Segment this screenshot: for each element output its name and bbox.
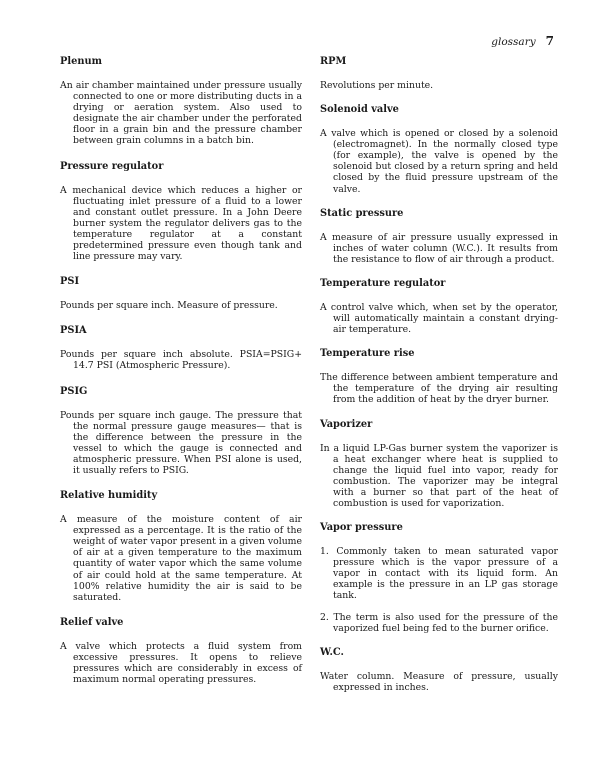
entry-term: Pressure regulator [60,160,164,172]
entry-definition: A valve which is opened or closed by a solenoid (electromagnet). In the normally closed type (for example), the valve is opened by the solenoid but closed by a return spring and held closed by the fluid pressure upstream of the valve. [320,128,558,195]
glossary-entry [320,419,558,510]
entry-list-item: 1. Commonly taken to mean saturated vapor pressure which is the vapor pressure of a vapor in contact with its liquid form. An example is the pressure in an LP gas storage tank. [320,546,558,602]
glossary-entry [60,386,302,477]
glossary-entry [60,56,302,147]
entry-term: Solenoid valve [320,104,399,116]
entry-term: RPM [320,56,347,67]
page-number: 7 [545,34,554,48]
glossary-entry [320,348,558,405]
glossary-entry [60,325,302,371]
page-header [491,34,554,48]
entry-term: Plenum [60,56,102,67]
glossary-entry [320,522,558,634]
glossary-entry [320,104,558,195]
glossary-entry [60,161,302,263]
entry-term: Relief valve [60,616,124,628]
glossary-entry [60,490,302,603]
right-column [320,56,558,693]
entry-term: PSI [60,276,80,288]
glossary-entry [60,276,302,311]
left-column [60,56,302,685]
entry-definition: A measure of air pressure usually expressed in inches of water column (W.C.). It results from the resistance to flow of air through a product. [320,231,558,265]
entry-definition: A mechanical device which reduces a higher or fluctuating inlet pressure of a fluid to a lower and constant outlet pressure. In a John Deere burner system the regulator delivers gas to the temperature regulator at a constant predetermined pressure even though tank and line pressure may vary. [60,184,302,263]
entry-definition: Water column. Measure of pressure, usually expressed in inches. [320,670,558,693]
entry-term: PSIG [60,385,88,397]
glossary-entry [60,617,302,685]
glossary-entry [320,647,558,693]
glossary-entry [320,208,558,265]
entry-list-item: 2. The term is also used for the pressure of the vaporized fuel being fed to the burner orifice. [320,611,558,634]
entry-definition: Pounds per square inch gauge. The pressure that the normal pressure gauge measures— that is the difference between the pressure in the vessel to which the gauge is connected and atmospheric pressure. When PSI alone is used, it usually refers to PSIG. [60,409,302,476]
entry-definition: In a liquid LP-Gas burner system the vaporizer is a heat exchanger where heat is supplied to change the liquid fuel into vapor, ready for combustion. The vaporizer may be integral with a burner so that part of the heat of combustion is used for vaporization. [320,442,558,509]
glossary-entry [320,278,558,335]
entry-term: W.C. [320,646,344,658]
entry-definition: Pounds per square inch. Measure of pressure. [60,300,278,312]
entry-definition: A measure of the moisture content of air expressed as a percentage. It is the ratio of the weight of water vapor present in a given volume of air at a given temperature to the maximum quantity of water vapor which the same volume of air could hold at the same temperature. At 100% relative humidity the air is said to be saturated. [60,514,302,603]
entry-definition: An air chamber maintained under pressure usually connected to one or more distributing ducts in a drying or aeration system. Also used to designate the air chamber under the perforated floor in a grain bin and the pressure chamber between grain columns in a batch bin. [60,80,302,147]
section-title: glossary [491,36,536,48]
entry-definition: A control valve which, when set by the operator, will automatically maintain a constant drying-air temperature. [320,301,558,336]
entry-definition: Pounds per square inch absolute. PSIA=PSIG+ 14.7 PSI (Atmospheric Pressure). [60,349,302,372]
entry-definition: The difference between ambient temperature and the temperature of the drying air resulting from the addition of heat by the dryer burner. [320,372,558,406]
entry-term: Temperature regulator [320,277,446,289]
entry-definition: A valve which protects a fluid system from excessive pressures. It opens to relieve pressures which are considerably in excess of maximum normal operating pressures. [60,640,302,686]
entry-definition: Revolutions per minute. [320,80,434,91]
entry-term: Static pressure [320,207,404,219]
entry-term: Temperature rise [320,348,415,360]
entry-term: Vapor pressure [320,522,403,534]
glossary-entry [320,56,558,91]
entry-term: PSIA [60,325,87,337]
entry-term: Relative humidity [60,490,158,502]
entry-term: Vaporizer [320,418,373,430]
